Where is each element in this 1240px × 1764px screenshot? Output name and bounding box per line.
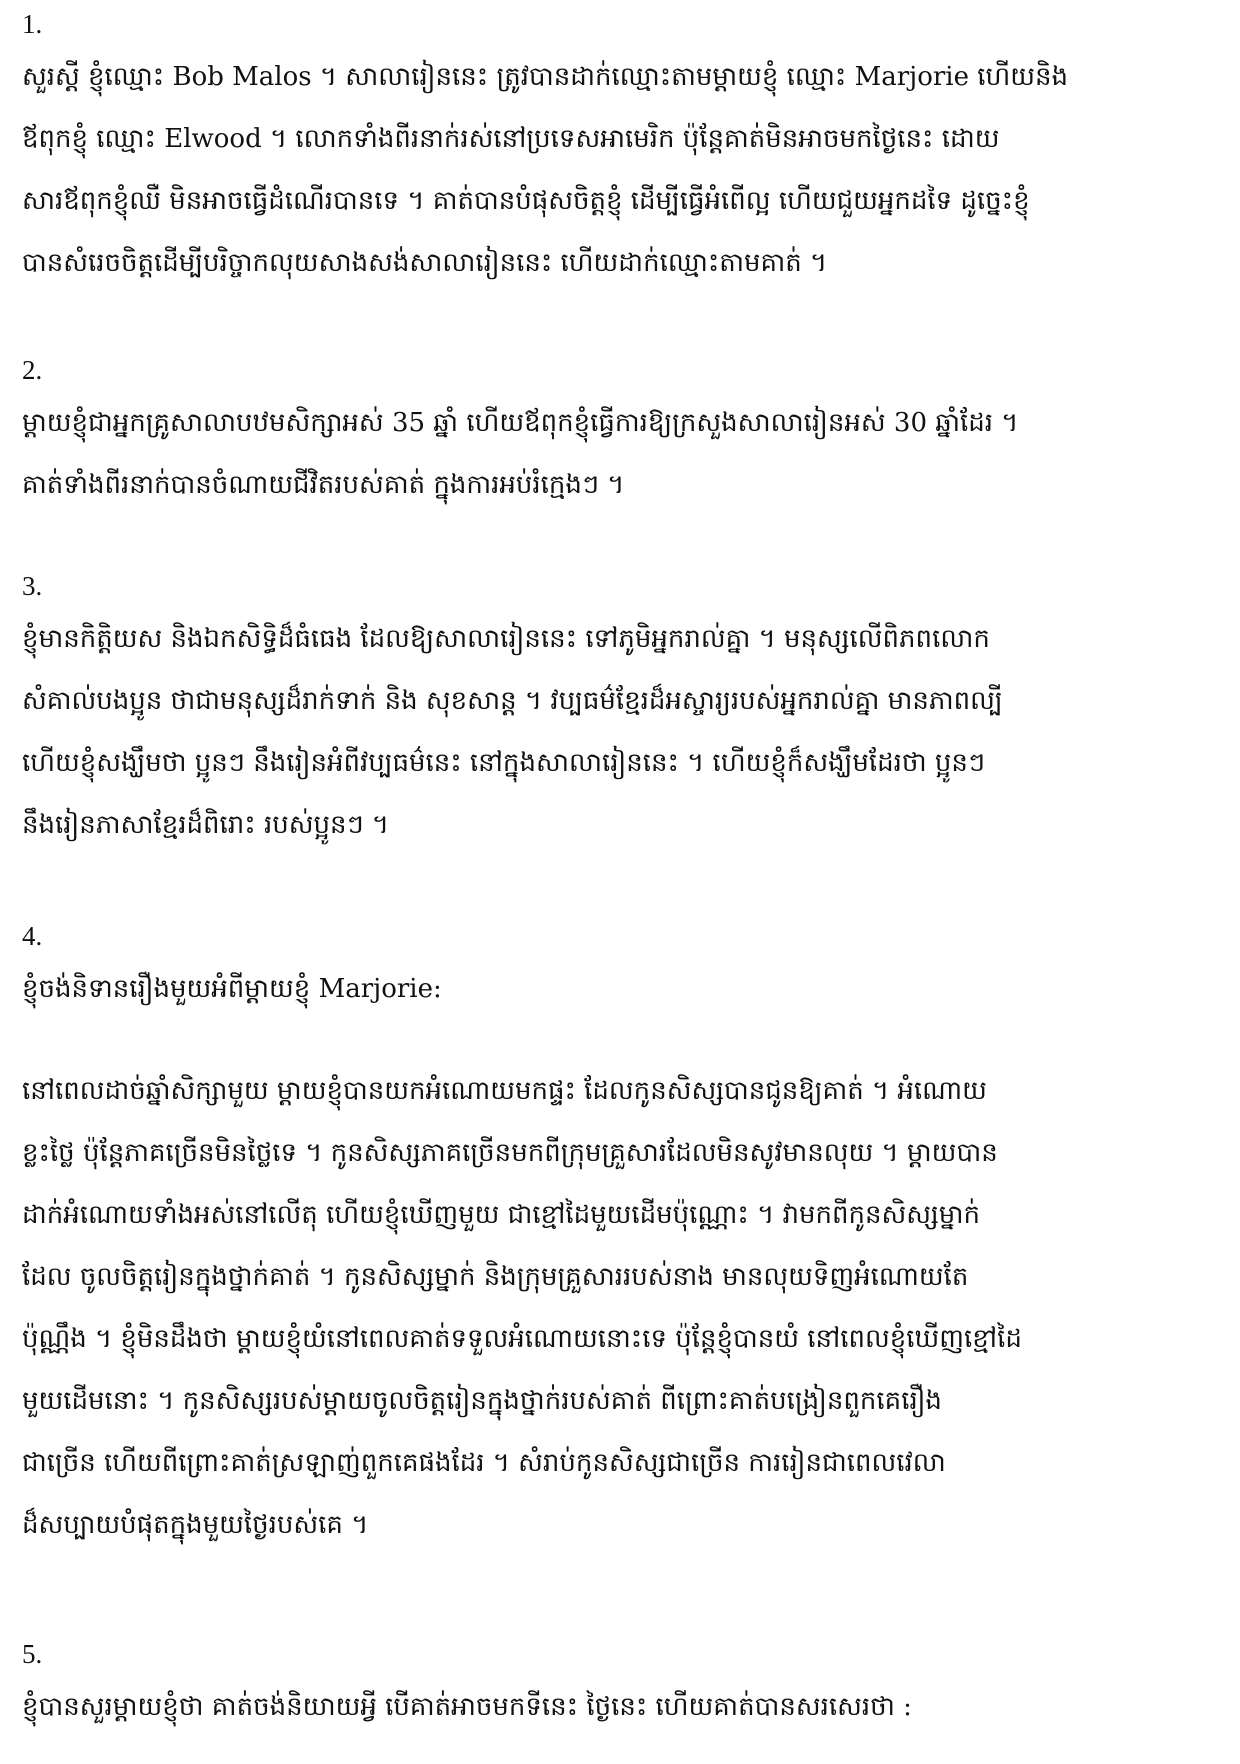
section-1 <box>22 6 1222 294</box>
text-line: មួយដើមនោះ ។ កូនសិស្សរបស់ម្តាយចូលចិត្តរៀនក្នុងថ្នាក់របស់គាត់ ពីព្រោះគាត់បង្រៀនពួកគេរឿង <box>22 1386 942 1416</box>
section-number: 4. <box>22 921 43 951</box>
text-line: សារឪពុកខ្ញុំឈឺ មិនអាចធ្វើដំណើរបានទេ ។ គាត់បានបំផុសចិត្តខ្ញុំ ដើម្បីធ្វើអំពើល្អ ហើយជួយអ្នកដទៃ ដូច្នេះខ្ញុំ <box>22 186 1030 216</box>
text-line: សួរស្តី ខ្ញុំឈ្មោះ Bob Malos ។ សាលារៀននេះ ត្រូវបានដាក់ឈ្មោះតាមម្តាយខ្ញុំ ឈ្មោះ Marjorie ហើយនិង <box>22 62 1069 92</box>
section-number: 2. <box>22 355 43 385</box>
text-line: ដែល ចូលចិត្តរៀនក្នុងថ្នាក់គាត់ ។ កូនសិស្សម្នាក់ និងក្រុមគ្រួសាររបស់នាង មានលុយទិញអំណោយតែ <box>22 1262 969 1292</box>
section-2 <box>22 352 1222 516</box>
section-5 <box>22 1636 1222 1738</box>
text-line: ហើយខ្ញុំសង្ឃឹមថា ប្អូនៗ នឹងរៀនអំពីវប្បធម៌នេះ នៅក្នុងសាលារៀននេះ ។ ហើយខ្ញុំក៏សង្ឃឹមដែរថា ប្អូនៗ <box>22 748 986 778</box>
section-number: 1. <box>22 9 43 39</box>
text-line: ដាក់អំណោយទាំងអស់នៅលើតុ ហើយខ្ញុំឃើញមួយ ជាខ្មៅដៃមួយដើមប៉ុណ្ណោះ ។ វាមកពីកូនសិស្សម្នាក់ <box>22 1200 981 1230</box>
text-line: ខ្ញុំបានសួរម្តាយខ្ញុំថា គាត់ចង់និយាយអ្វី បើគាត់អាចមកទីនេះ ថ្ងៃនេះ ហើយគាត់បានសរសេរថា : <box>22 1692 912 1722</box>
section-number: 3. <box>22 571 43 601</box>
text-line: ខ្ញុំចង់និទានរឿងមួយអំពីម្តាយខ្ញុំ Marjorie: <box>22 974 442 1004</box>
text-line: គាត់ទាំងពីរនាក់បានចំណាយជីវិតរបស់គាត់ ក្នុងការអប់រំក្មេងៗ ។ <box>22 470 625 500</box>
text-line: ជាច្រើន ហើយពីព្រោះគាត់ស្រឡាញ់ពួកគេផងដែរ ។ សំរាប់កូនសិស្សជាច្រើន ការរៀនជាពេលវេលា <box>22 1448 946 1478</box>
text-line: ខ្ញុំមានកិត្តិយស និងឯកសិទ្ធិដ៏ធំធេង ដែលឱ្យសាលារៀននេះ ទៅភូមិអ្នករាល់គ្នា ។ មនុស្សលើពិភពលោក <box>22 624 990 654</box>
story-paragraph <box>22 1060 1222 1556</box>
section-3 <box>22 568 1222 856</box>
text-line: ដ៏សប្បាយបំផុតក្នុងមួយថ្ងៃរបស់គេ ។ <box>22 1510 369 1540</box>
text-line: បានសំរេចចិត្តដើម្បីបរិច្ចាកលុយសាងសង់សាលារៀននេះ ហើយដាក់ឈ្មោះតាមគាត់ ។ <box>22 248 828 278</box>
text-line: សំគាល់បងប្អូន ថាជាមនុស្សដ៏រាក់ទាក់ និង សុខសាន្ត ។ វប្បធម៌ខ្មែរដ៏អស្ចារ្យរបស់អ្នករាល់គ្នា មានភាពល្បី <box>22 686 1003 716</box>
text-line: នៅពេលដាច់ឆ្នាំសិក្សាមួយ ម្តាយខ្ញុំបានយកអំណោយមកផ្ទះ ដែលកូនសិស្សបានជូនឱ្យគាត់ ។ អំណោយ <box>22 1076 987 1106</box>
text-line: ឪពុកខ្ញុំ ឈ្មោះ Elwood ។ លោកទាំងពីរនាក់រស់នៅប្រទេសអាមេរិក ប៉ុន្តែគាត់មិនអាចមកថ្ងៃនេះ ដោយ <box>22 124 1000 154</box>
section-number: 5. <box>22 1639 43 1669</box>
section-4 <box>22 918 1222 1556</box>
text-line: នឹងរៀនភាសាខ្មែរដ៏ពិរោះ របស់ប្អូនៗ ។ <box>22 810 390 840</box>
text-line: ខ្លះថ្លៃ ប៉ុន្តែភាគច្រើនមិនថ្លៃទេ ។ កូនសិស្សភាគច្រើនមកពីក្រុមគ្រួសារដែលមិនសូវមានលុយ ។ ម្តាយបាន <box>22 1138 998 1168</box>
text-line: ប៉ុណ្ណឹង ។ ខ្ញុំមិនដឹងថា ម្តាយខ្ញុំយំនៅពេលគាត់ទទួលអំណោយនោះទេ ប៉ុន្តែខ្ញុំបានយំ នៅពេលខ្ញុំឃើញខ្មៅដៃ <box>22 1324 1022 1354</box>
text-line: ម្តាយខ្ញុំជាអ្នកគ្រូសាលាបឋមសិក្សាអស់ 35 ឆ្នាំ ហើយឪពុកខ្ញុំធ្វើការឱ្យក្រសួងសាលារៀនអស់ 30 ឆ្នាំដែរ ។ <box>22 408 1019 438</box>
